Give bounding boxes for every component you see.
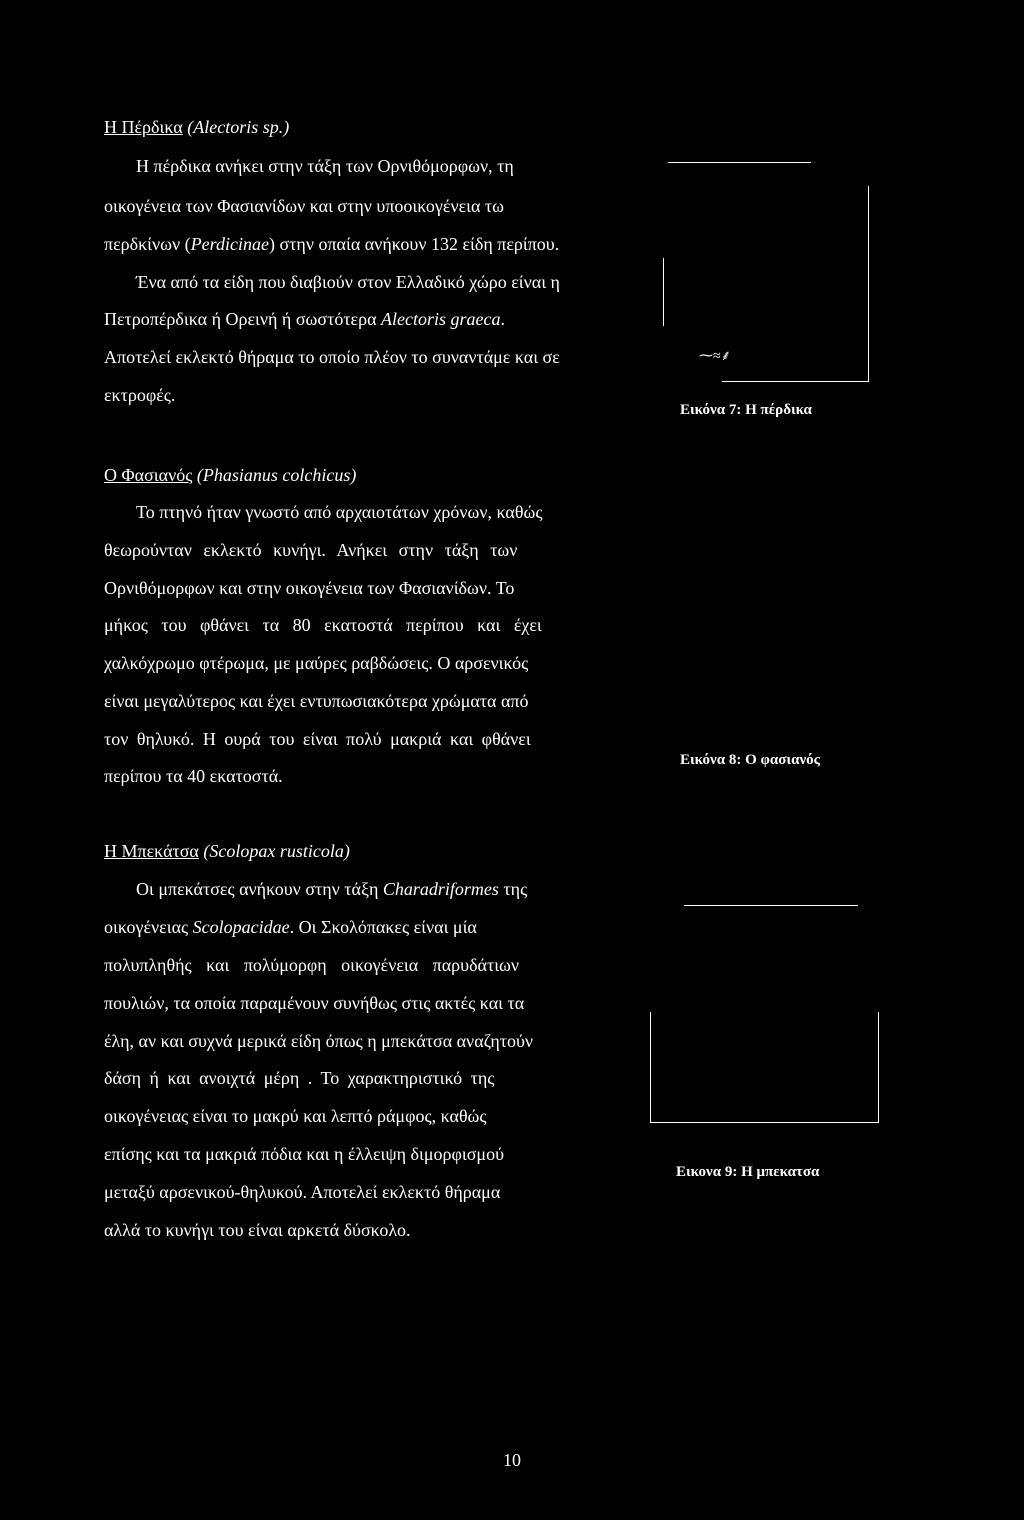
paragraph-line: Το πτηνό ήταν γνωστό από αρχαιοτάτων χρόνων, καθώς	[136, 502, 543, 522]
figure-7-frame-left	[663, 258, 664, 326]
paragraph-line: επίσης και τα μακριά πόδια και η έλλειψη διμορφισμού	[104, 1144, 504, 1164]
paragraph-line: εκτροφές.	[104, 385, 176, 405]
paragraph-line: έλη, αν και συχνά μερικά είδη όπως η μπεκάτσα αναζητούν	[104, 1031, 534, 1051]
heading-partridge: Η Πέρδικα (Alectoris sp.)	[104, 117, 290, 137]
figure-8-caption: Εικόνα 8: Ο φασιανός	[680, 752, 820, 768]
heading-woodcock: Η Μπεκάτσα (Scolopax rusticola)	[104, 841, 350, 861]
paragraph-line: πουλιών, τα οποία παραμένουν συνήθως στις ακτές και τα	[104, 993, 525, 1013]
paragraph-line: οικογένειας είναι το μακρύ και λεπτό ράμφος, καθώς	[104, 1106, 487, 1126]
paragraph-line: οικογένειας Scolopacidae. Οι Σκολόπακες είναι μία	[104, 917, 477, 937]
figure-9-frame-left	[650, 1012, 651, 1123]
figure-7-frame-right	[868, 186, 869, 382]
heading-pheasant: Ο Φασιανός (Phasianus colchicus)	[104, 465, 357, 485]
figure-9-frame-bottom	[650, 1122, 879, 1123]
page-number: 10	[503, 1450, 521, 1470]
bird-sketch-icon: ⁓≈⸙	[699, 349, 732, 364]
figure-7-frame-top	[668, 162, 811, 163]
figure-7-frame-bottom	[722, 381, 869, 382]
paragraph-line: αλλά το κυνήγι του είναι αρκετά δύσκολο.	[104, 1220, 411, 1240]
paragraph-line: πολυπληθής και πολύμορφη οικογένεια παρυδάτιων	[104, 955, 520, 975]
figure-7-caption: Εικόνα 7: Η πέρδικα	[680, 402, 812, 418]
paragraph-line: μήκος του φθάνει τα 80 εκατοστά περίπου και έχει	[104, 615, 542, 635]
paragraph-line: Η πέρδικα ανήκει στην τάξη των Ορνιθόμορφων, τη	[136, 156, 514, 176]
paragraph-line: δάση ή και ανοιχτά μέρη . Το χαρακτηριστικό της	[104, 1068, 495, 1088]
paragraph-line: περίπου τα 40 εκατοστά.	[104, 766, 283, 786]
paragraph-line: μεταξύ αρσενικού-θηλυκού. Αποτελεί εκλεκτό θήραμα	[104, 1182, 501, 1202]
paragraph-line: Ορνιθόμορφων και στην οικογένεια των Φασιανίδων. Το	[104, 578, 515, 598]
figure-9-frame-right	[878, 1012, 879, 1123]
figure-9-caption: Εικονα 9: Η μπεκατσα	[676, 1164, 820, 1180]
paragraph-line: χαλκόχρωμο φτέρωμα, με μαύρες ραβδώσεις. Ο αρσενικός	[104, 653, 529, 673]
paragraph-line: οικογένεια των Φασιανίδων και στην υποοικογένεια τω	[104, 196, 504, 216]
figure-9-frame-top	[684, 905, 858, 906]
paragraph-line: Πετροπέρδικα ή Ορεινή ή σωστότερα Alectoris graeca.	[104, 309, 506, 329]
paragraph-line: περδκίνων (Perdicinae) στην οπαία ανήκουν 132 είδη περίπου.	[104, 234, 560, 254]
paragraph-line: είναι μεγαλύτερος και έχει εντυπωσιακότερα χρώματα από	[104, 691, 529, 711]
paragraph-line: θεωρούνταν εκλεκτό κυνήγι. Ανήκει στην τάξη των	[104, 540, 518, 560]
paragraph-line: τον θηλυκό. Η ουρά του είναι πολύ μακριά και φθάνει	[104, 729, 531, 749]
paragraph-line: Αποτελεί εκλεκτό θήραμα το οποίο πλέον το συναντάμε και σε	[104, 347, 560, 367]
paragraph-line: Οι μπεκάτσες ανήκουν στην τάξη Charadriformes της	[136, 879, 528, 899]
paragraph-line: Ένα από τα είδη που διαβιούν στον Ελλαδικό χώρο είναι η	[136, 272, 560, 292]
